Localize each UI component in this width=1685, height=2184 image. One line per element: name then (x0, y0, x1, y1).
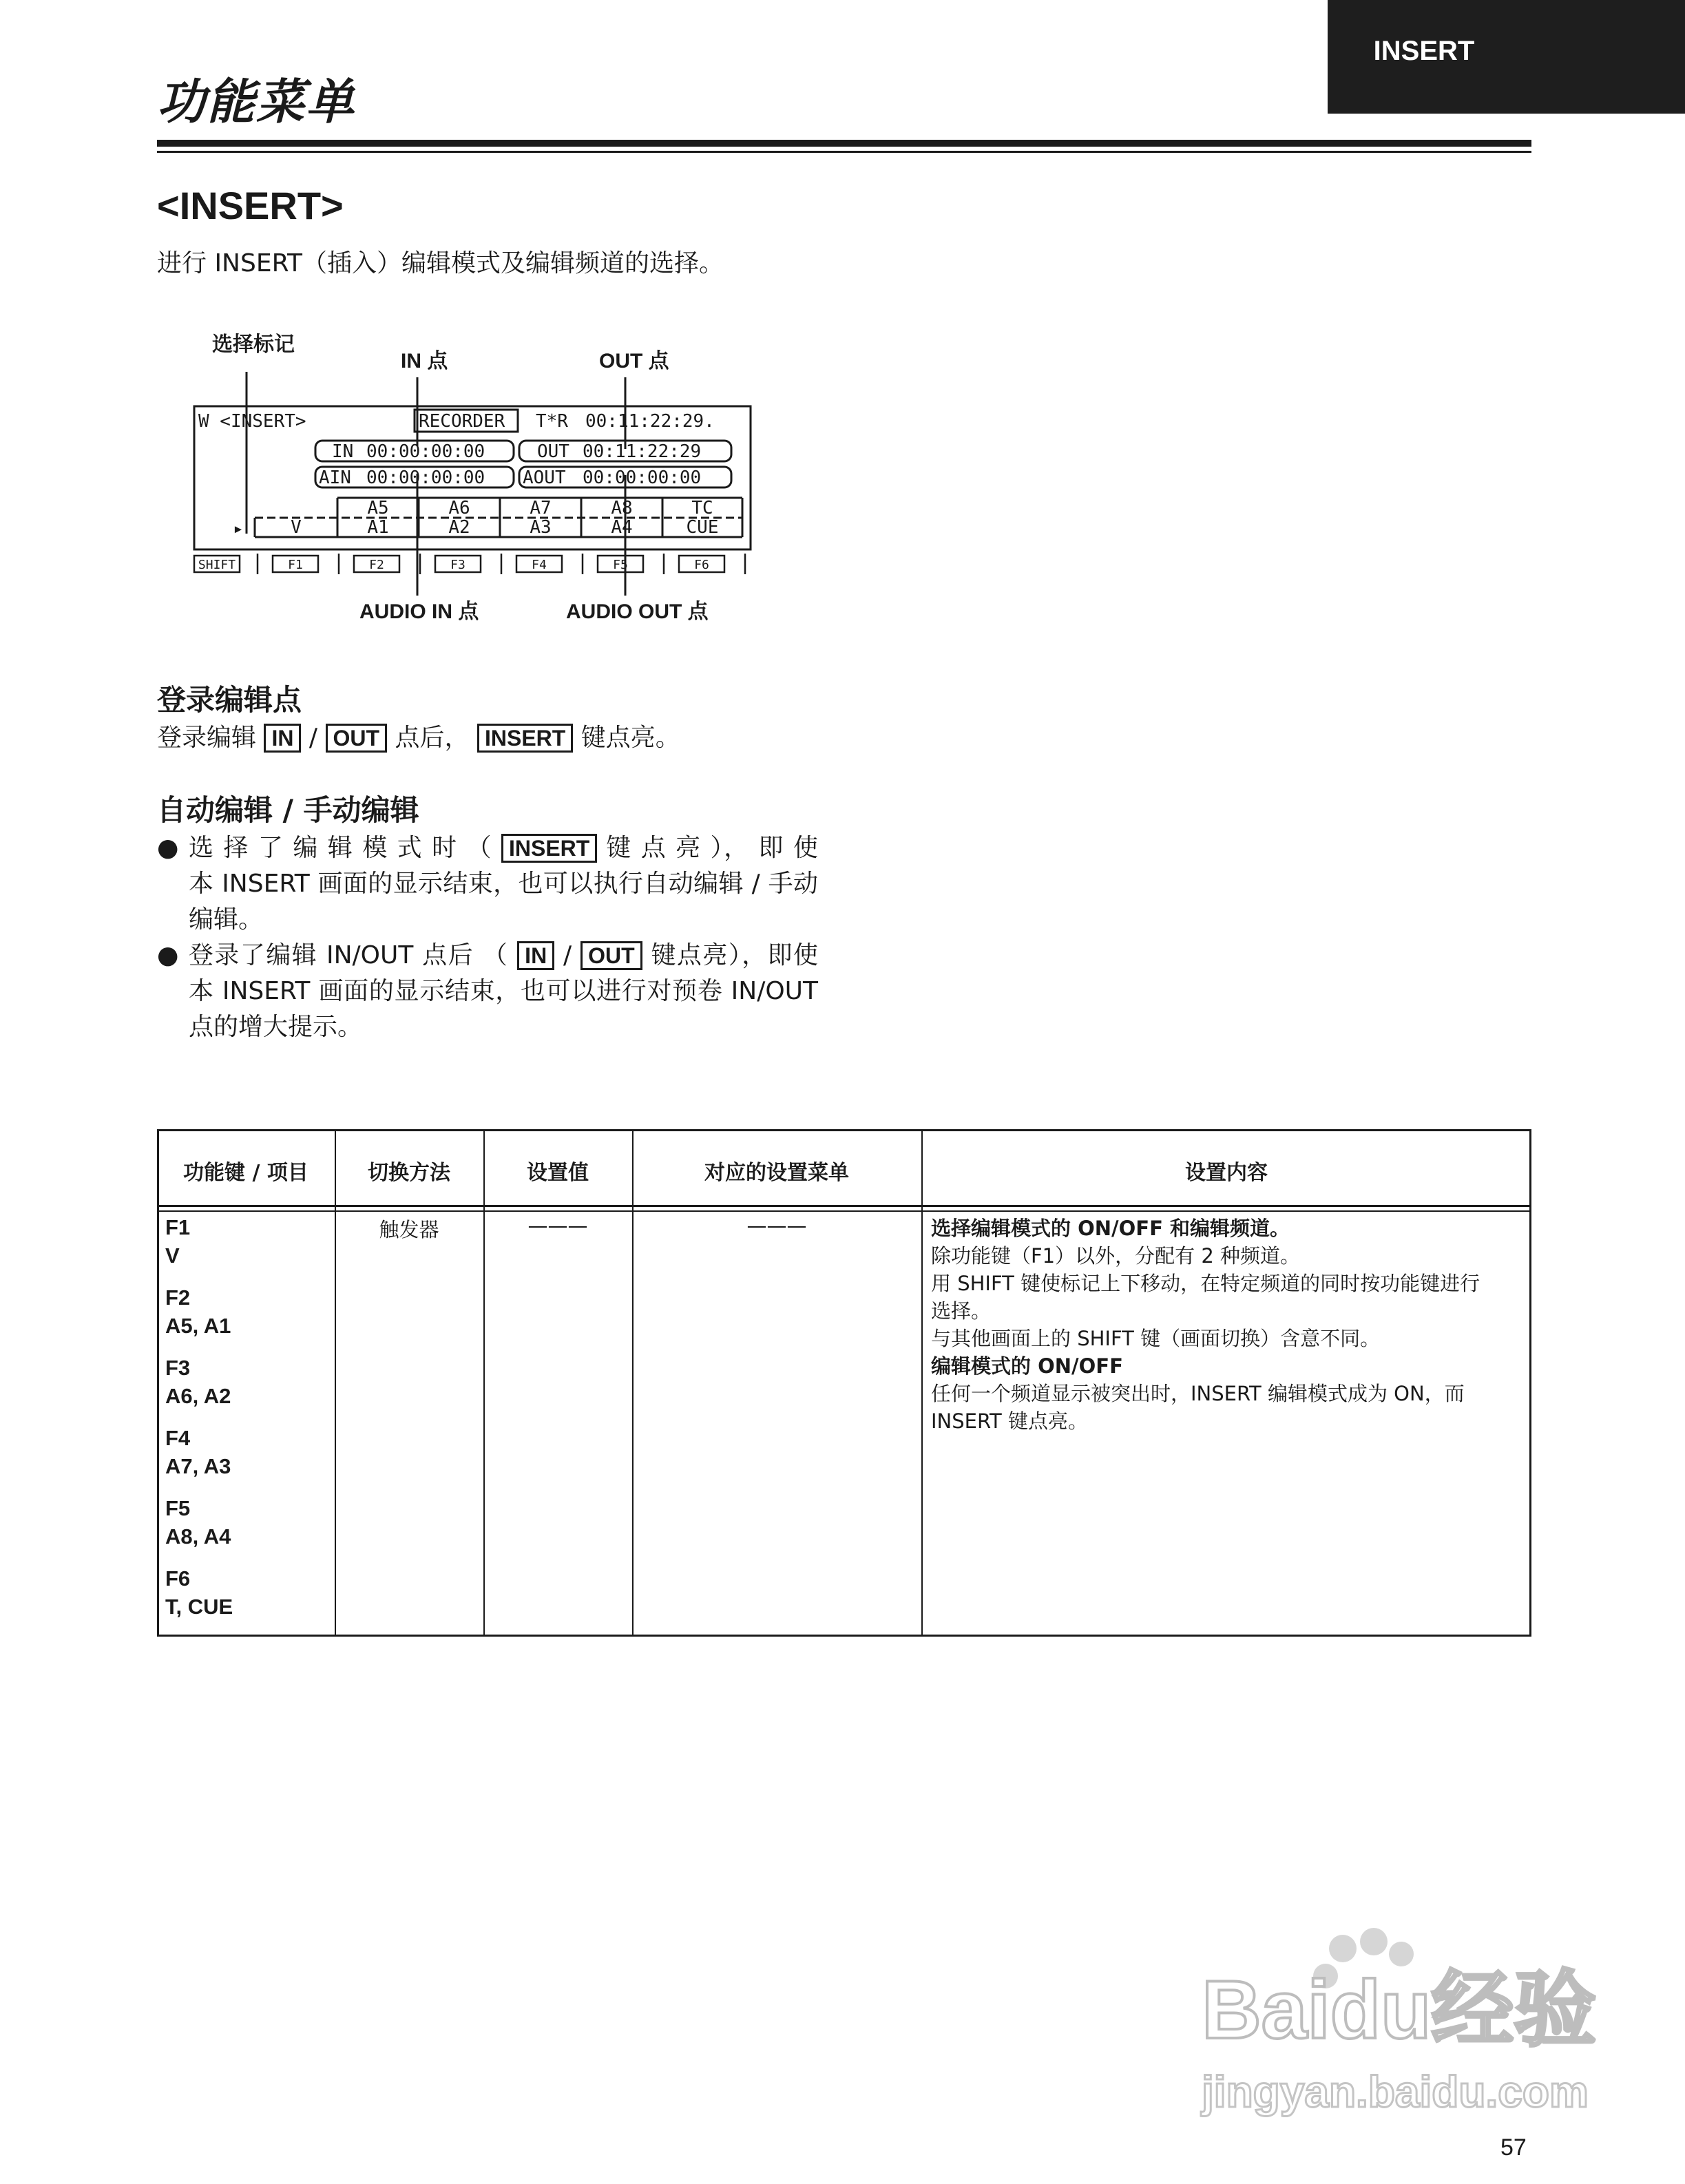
lcd-out-value: 00:11:22:29 (583, 441, 702, 462)
content-line: 任何一个频道显示被突出时，INSERT 编辑模式成为 ON，而 (931, 1382, 1465, 1405)
fkey-label: F5 (165, 1496, 191, 1520)
setting-value: ——— (527, 1214, 588, 1237)
callout-audio-in-point: AUDIO IN 点 (359, 600, 479, 623)
register-title: 登录编辑点 (157, 683, 302, 717)
fkey-label: F3 (165, 1356, 191, 1380)
lcd-recorder: RECORDER (419, 411, 505, 432)
callout-out-point: OUT 点 (599, 350, 669, 372)
key-slash: / (308, 724, 318, 752)
header-setting-menu: 对应的设置菜单 (704, 1161, 849, 1185)
table-row-f3 (165, 1354, 231, 1410)
lcd-ch-a1: A1 (367, 517, 389, 538)
table-col-divider (632, 1129, 634, 1637)
lcd-in-label: IN (332, 441, 354, 462)
lcd-f3: F3 (450, 558, 465, 572)
lcd-tc-value: 00:11:22:29. (585, 411, 715, 432)
lcd-out-label: OUT (537, 441, 569, 462)
lcd-ch-a2: A2 (448, 517, 470, 538)
bullet-2-post: 键点亮），即使本 INSERT 画面的显示结束，也可以进行对预卷 IN/OUT 点的增大提示。 (189, 941, 818, 1041)
auto-manual-list (157, 830, 818, 1045)
bullet-2-pre: 登录了编辑 IN/OUT 点后 （ (189, 941, 509, 969)
header-switch-method: 切换方法 (368, 1161, 450, 1185)
auto-manual-title: 自动编辑 / 手动编辑 (157, 793, 419, 827)
lcd-ch-a6: A6 (448, 498, 470, 518)
lcd-f6: F6 (694, 558, 709, 572)
key-slash: / (563, 941, 572, 969)
content-line: 选择编辑模式的 ON/OFF 和编辑频道。 (931, 1217, 1290, 1240)
watermark-brand: Baidu经验 (1202, 1964, 1597, 2056)
baidu-watermark (1174, 1928, 1601, 2134)
fkey-item: V (165, 1243, 180, 1268)
register-text (157, 720, 680, 756)
register-text-1: 登录编辑 (157, 724, 257, 752)
bullet-1-pre: 选 择 了 编 辑 模 式 时 （ (189, 834, 493, 862)
bullet-item-1 (157, 830, 818, 938)
lcd-mode: W <INSERT> (198, 411, 306, 432)
lcd-ch-v: V (291, 517, 302, 538)
page-title: 功能菜单 (157, 74, 355, 130)
bullet-dot: ● (157, 941, 179, 969)
callout-in-point: IN 点 (401, 350, 448, 372)
insert-key: INSERT (477, 724, 573, 753)
lcd-ch-cue: CUE (686, 517, 719, 538)
fkey-item: T, CUE (165, 1595, 233, 1619)
bullet-1-post: 键 点 亮 ）， 即 使 本 INSERT 画面的显示结束，也可以执行自动编辑 / 手动编辑。 (189, 834, 818, 934)
table-row-f6 (165, 1564, 233, 1621)
insert-key: INSERT (501, 834, 597, 863)
content-line: INSERT 键点亮。 (931, 1409, 1088, 1433)
lcd-f2: F2 (369, 558, 384, 572)
lcd-ch-a8: A8 (611, 498, 633, 518)
setting-content (931, 1215, 1525, 1435)
table-row-f5 (165, 1494, 231, 1551)
section-tab (1328, 0, 1685, 114)
fkey-item: A7, A3 (165, 1454, 231, 1478)
content-line: 选择。 (931, 1299, 992, 1323)
lcd-shift: SHIFT (198, 558, 236, 572)
table-col-divider (335, 1129, 336, 1637)
lcd-ch-a4: A4 (611, 517, 633, 538)
header-function-key: 功能键 / 项目 (183, 1161, 308, 1185)
fkey-label: F2 (165, 1285, 191, 1310)
lcd-aout-value: 00:00:00:00 (583, 468, 702, 488)
in-key: IN (517, 941, 554, 970)
bullet-dot: ● (157, 834, 179, 862)
in-key: IN (264, 724, 301, 753)
section-title: <INSERT> (157, 184, 344, 227)
table-row-f1 (165, 1213, 190, 1270)
switch-method-value: 触发器 (379, 1218, 439, 1241)
lcd-tc-label: T*R (536, 411, 568, 432)
title-rule-thin (157, 151, 1531, 153)
header-setting-value: 设置值 (527, 1161, 589, 1185)
fkey-label: F4 (165, 1426, 191, 1450)
lcd-f1: F1 (288, 558, 303, 572)
fkey-item: A5, A1 (165, 1314, 231, 1338)
lcd-ch-a5: A5 (367, 498, 389, 518)
content-line: 与其他画面上的 SHIFT 键（画面切换）含意不同。 (931, 1327, 1381, 1350)
out-key: OUT (580, 941, 642, 970)
lcd-cursor-mark: ▸ (233, 518, 244, 539)
intro-text: 进行 INSERT（插入）编辑模式及编辑频道的选择。 (157, 249, 724, 277)
lcd-in-value: 00:00:00:00 (366, 441, 485, 462)
register-text-2: 点后， (395, 724, 470, 752)
bullet-item-2 (157, 938, 818, 1045)
lcd-ch-a7: A7 (530, 498, 552, 518)
content-line: 除功能键（F1）以外，分配有 2 种频道。 (931, 1244, 1301, 1268)
table-col-divider (921, 1129, 923, 1637)
function-key-table (157, 1129, 1531, 1637)
fkey-label: F1 (165, 1215, 191, 1239)
callout-select-mark: 选择标记 (212, 333, 295, 356)
table-row-f4 (165, 1424, 231, 1480)
fkey-item: A8, A4 (165, 1524, 231, 1548)
out-key: OUT (326, 724, 388, 753)
header-setting-content: 设置内容 (1185, 1161, 1268, 1185)
table-row-f2 (165, 1283, 231, 1340)
lcd-f5: F5 (613, 558, 628, 572)
fkey-label: F6 (165, 1566, 191, 1590)
watermark-url: jingyan.baidu.com (1202, 2067, 1589, 2117)
section-tab-label: INSERT (1373, 36, 1475, 66)
lcd-ain-value: 00:00:00:00 (366, 468, 485, 488)
page-number: 57 (1500, 2134, 1527, 2161)
lcd-aout-label: AOUT (523, 468, 566, 488)
title-rule-thick (157, 140, 1531, 147)
lcd-ain-label: AIN (319, 468, 351, 488)
fkey-item: A6, A2 (165, 1384, 231, 1408)
callout-audio-out-point: AUDIO OUT 点 (566, 600, 709, 623)
insert-screen-diagram (186, 330, 778, 647)
lcd-ch-tc: TC (691, 498, 713, 518)
content-line: 用 SHIFT 键使标记上下移动，在特定频道的同时按功能键进行 (931, 1272, 1480, 1295)
lcd-f4: F4 (532, 558, 547, 572)
table-header-rule (157, 1205, 1531, 1207)
register-text-3: 键点亮。 (580, 724, 680, 752)
setting-menu-value: ——— (746, 1214, 807, 1237)
content-line: 编辑模式的 ON/OFF (931, 1354, 1123, 1378)
lcd-ch-a3: A3 (530, 517, 552, 538)
table-col-divider (483, 1129, 485, 1637)
